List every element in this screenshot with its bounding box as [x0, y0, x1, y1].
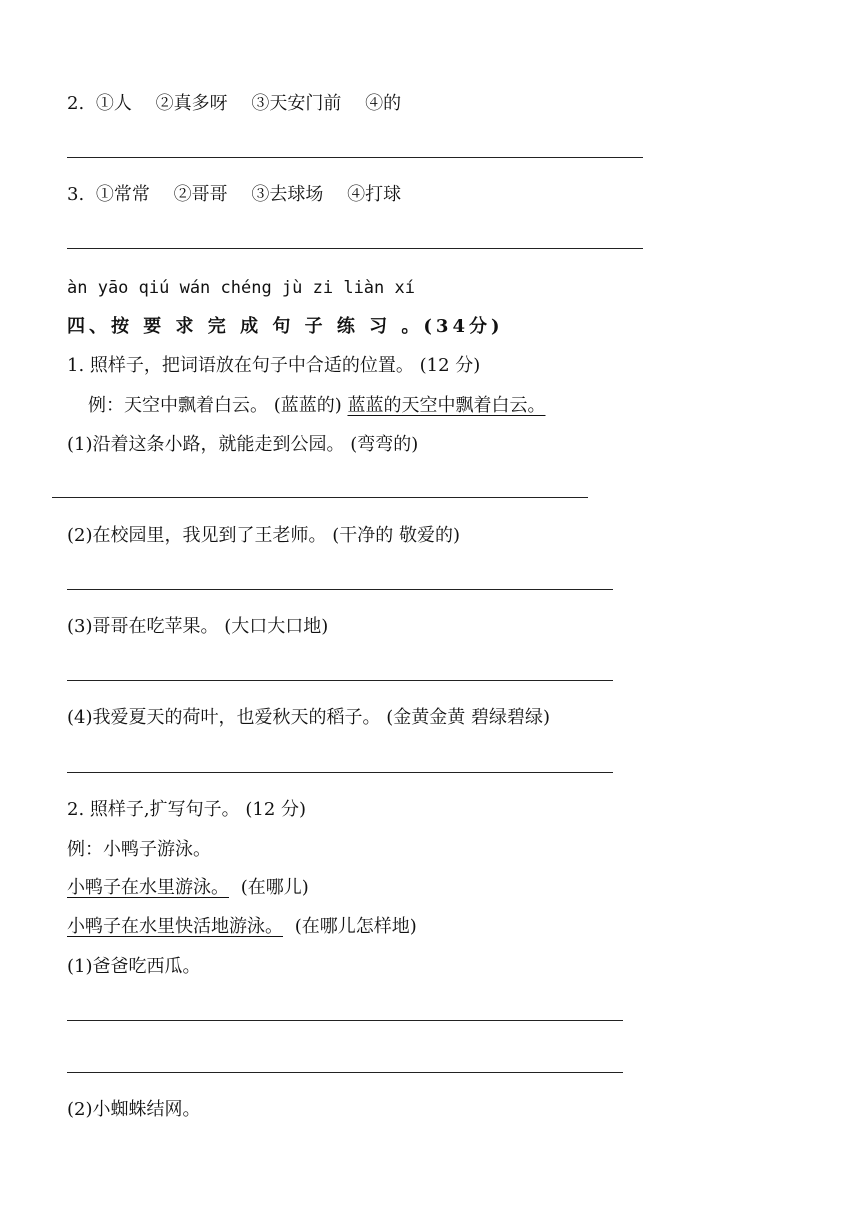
- word-option: ③天安门前: [251, 93, 342, 114]
- example-hint: (在哪儿): [240, 877, 309, 898]
- part1-title: 1. 照样子，把词语放在句子中合适的位置。 (12 分): [67, 355, 481, 376]
- word-option: ②真多呀: [155, 93, 228, 114]
- answer-line[interactable]: [67, 680, 613, 681]
- answer-line[interactable]: [67, 772, 613, 773]
- section-heading: 四、按 要 求 完 成 句 子 练 习 。(34分): [67, 316, 504, 337]
- word-option: ④的: [365, 93, 402, 114]
- word-option: ④打球: [347, 184, 402, 205]
- part2-title: 2. 照样子,扩写句子。 (12 分): [67, 799, 307, 820]
- example-label: 例：小鸭子游泳。: [67, 839, 211, 860]
- answer-line[interactable]: [67, 248, 643, 249]
- exercise-item: (3)哥哥在吃苹果。 (大口大口地): [67, 616, 329, 637]
- word-option: ①常常: [95, 184, 150, 205]
- example-answer: 蓝蓝的天空中飘着白云。: [347, 395, 546, 416]
- example-hint: (在哪儿怎样地): [294, 916, 417, 937]
- word-option: ①人: [95, 93, 132, 114]
- question-3: [67, 186, 401, 204]
- exercise-item: (2)在校园里，我见到了王老师。 (干净的 敬爱的): [67, 525, 460, 546]
- question-number: 2.: [67, 93, 85, 114]
- answer-line[interactable]: [67, 589, 613, 590]
- example-answer: 小鸭子在水里快活地游泳。: [67, 916, 283, 937]
- answer-line[interactable]: [67, 157, 643, 158]
- answer-line[interactable]: [67, 1072, 623, 1073]
- exercise-item: (4)我爱夏天的荷叶，也爱秋天的稻子。 (金黄金黄 碧绿碧绿): [67, 707, 550, 728]
- example-answer: 小鸭子在水里游泳。: [67, 877, 229, 898]
- answer-line[interactable]: [67, 1020, 623, 1021]
- exercise-item: (1)沿着这条小路，就能走到公园。 (弯弯的): [67, 434, 419, 455]
- pinyin-line: àn yāo qiú wán chéng jù zi liàn xí: [67, 278, 415, 298]
- exercise-item: (1)爸爸吃西瓜。: [67, 956, 201, 977]
- word-option: ③去球场: [251, 184, 324, 205]
- example-line: [88, 397, 556, 415]
- question-2: [67, 95, 401, 113]
- example-prefix: 例：天空中飘着白云。 (蓝蓝的): [88, 395, 342, 416]
- example-line: [67, 918, 417, 936]
- answer-line[interactable]: [52, 497, 588, 498]
- word-option: ②哥哥: [173, 184, 228, 205]
- question-number: 3.: [67, 184, 85, 205]
- exercise-item: (2)小蜘蛛结网。: [67, 1099, 201, 1120]
- example-line: [67, 879, 309, 897]
